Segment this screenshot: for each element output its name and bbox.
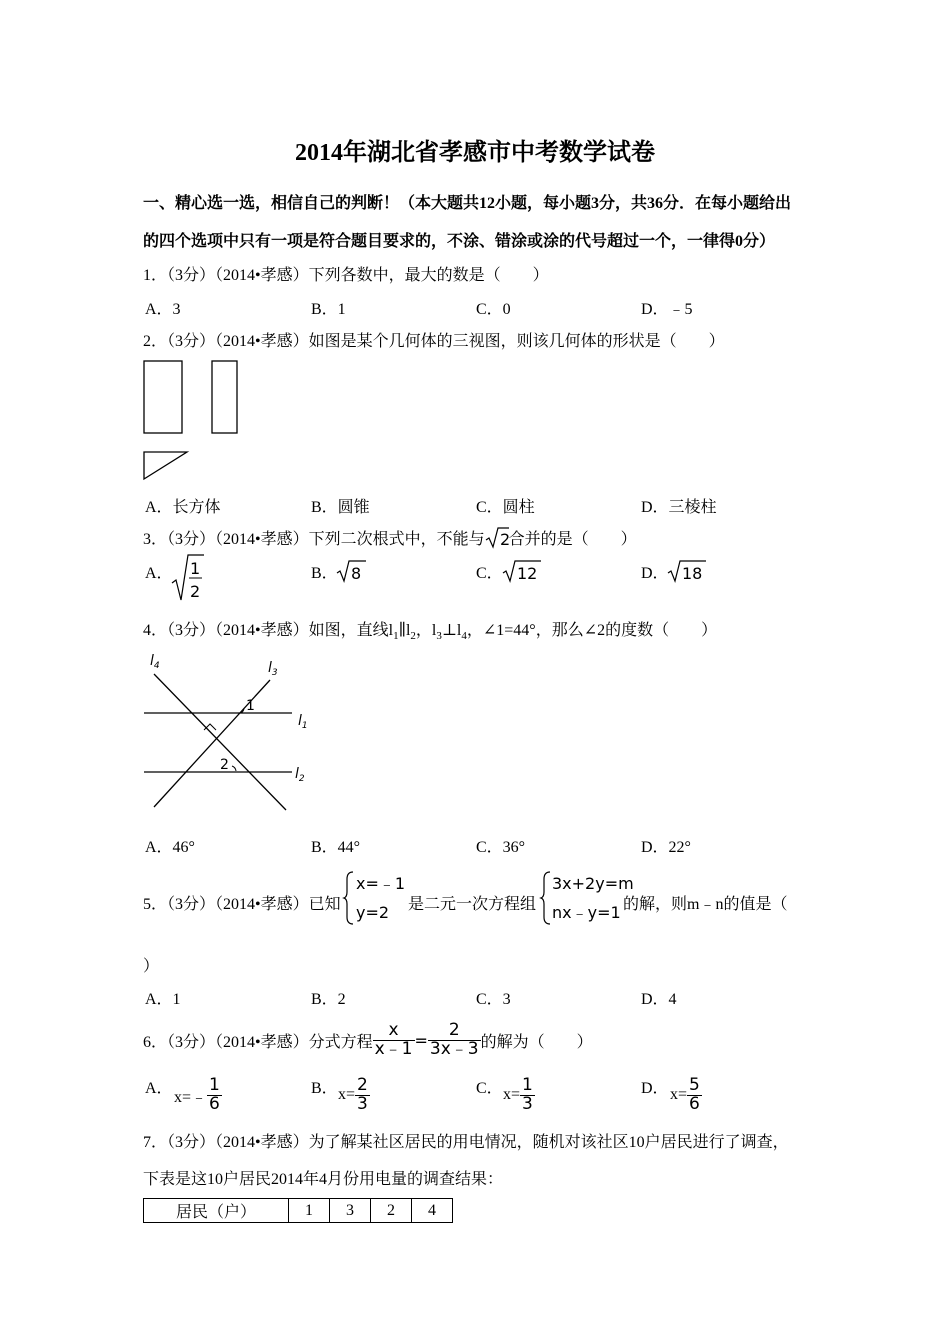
top-view-triangle xyxy=(144,452,187,479)
svg-text:y=2: y=2 xyxy=(356,903,390,922)
q6-option-a: x=﹣ $\frac{1}{6}$ xyxy=(174,1074,220,1114)
table-cell: 2 xyxy=(371,1199,412,1223)
q4-option-c: C．36° xyxy=(476,839,526,856)
svg-text:2: 2 xyxy=(190,582,201,601)
q6-option-d: x= $\frac{5}{6}$ xyxy=(670,1074,700,1114)
q2-option-a: A．长方体 xyxy=(145,499,221,516)
q2-option-c: C．圆柱 xyxy=(476,499,535,516)
side-view-rect xyxy=(212,361,237,433)
q1-option-c: C．0 xyxy=(476,301,511,318)
q3-label-b: B． xyxy=(311,565,338,582)
section-header-line1: 一、精心选一选，相信自己的判断！（本大题共12小题，每小题3分，共36分．在每小题给出 xyxy=(143,195,792,212)
q2-option-b: B．圆锥 xyxy=(311,499,370,516)
svg-text:x=﹣1: x=﹣1 xyxy=(356,874,406,893)
table-cell: 4 xyxy=(412,1199,453,1223)
q3-stem: 3．（3分）（2014•孝感）下列二次根式中，不能与 2 合并的是（ ） xyxy=(143,526,637,549)
q5-option-b: B．2 xyxy=(311,991,346,1008)
q3-label-d: D． xyxy=(641,565,669,582)
q5-option-d: D．4 xyxy=(641,991,677,1008)
q4-stem: 4．（3分）（2014•孝感）如图，直线$l_1\parallel l_2$，$l_3\perp l_4$，∠1=44°，那么∠2的度数（ ） xyxy=(143,622,718,643)
q5-stem-part2: 是二元一次方程组 xyxy=(408,896,537,913)
q3-radical-a xyxy=(170,553,206,603)
q2-stem: 2．（3分）（2014•孝感）如图是某个几何体的三视图，则该几何体的形状是（ ） xyxy=(143,333,725,350)
table-cell: 3 xyxy=(330,1199,371,1223)
parallel-lines-figure xyxy=(140,650,320,820)
label-angle2: 2 xyxy=(220,757,229,773)
section-header-line2: 的四个选项中只有一项是符合题目要求的，不涂、错涂或涂的代号超过一个，一律得0分） xyxy=(143,233,776,250)
q6-stem: 6．（3分）（2014•孝感）分式方程 $\frac{x}{x﹣1}$ = $\frac{2}{3x﹣3}$ 的解为（ ） xyxy=(143,1019,593,1059)
q6-label-d: D． xyxy=(641,1080,669,1097)
q4-option-a: A．46° xyxy=(145,839,195,856)
svg-text:18: 18 xyxy=(682,564,703,583)
label-angle1: 1 xyxy=(246,698,255,714)
q3-label-c: C． xyxy=(476,565,503,582)
svg-text:2: 2 xyxy=(499,530,510,549)
q3-radical-b xyxy=(336,559,368,583)
label-l3: $l_3$ xyxy=(268,660,278,678)
table-cell: 居民（户） xyxy=(144,1199,289,1223)
q1-stem: 1．（3分）（2014•孝感）下列各数中，最大的数是（ ） xyxy=(143,267,549,284)
q5-system2 xyxy=(541,869,634,927)
q5-option-c: C．3 xyxy=(476,991,511,1008)
q6-option-b: x= $\frac{2}{3}$ xyxy=(338,1074,368,1114)
q3-radical-d xyxy=(667,559,707,583)
q5-stem-part1: 5．（3分）（2014•孝感）已知 xyxy=(143,896,341,913)
angle2-arc xyxy=(232,766,236,771)
q5-stem-part3: 的解，则m﹣n的值是（ xyxy=(623,896,788,913)
q6-fraction-1: $\frac{x}{x﹣1}$ xyxy=(374,1019,413,1059)
three-view-figure xyxy=(140,356,250,486)
q5-stem-part4: ） xyxy=(143,958,160,975)
q3-radical-c xyxy=(502,559,542,583)
svg-text:8: 8 xyxy=(351,564,362,583)
q7-stem-line1: 7．（3分）（2014•孝感）为了解某社区居民的用电情况，随机对该社区10户居民进行了调查， xyxy=(143,1134,789,1151)
q6-fraction-2: $\frac{2}{3x﹣3}$ xyxy=(429,1019,479,1059)
q6-option-c: x= $\frac{1}{3}$ xyxy=(503,1074,533,1114)
sqrt2-radical xyxy=(485,527,509,549)
svg-text:12: 12 xyxy=(517,564,538,583)
q5-system1 xyxy=(344,869,408,927)
svg-text:nx﹣y=1: nx﹣y=1 xyxy=(552,903,621,922)
q3-label-a: A． xyxy=(145,565,173,582)
q6-label-a: A． xyxy=(145,1080,173,1097)
label-l4: $l_4$ xyxy=(150,653,160,671)
q5-option-a: A．1 xyxy=(145,991,181,1008)
q4-option-b: B．44° xyxy=(311,839,361,856)
page-title: 2014年湖北省孝感市中考数学试卷 xyxy=(295,140,655,166)
q7-table xyxy=(143,1198,453,1223)
svg-text:1: 1 xyxy=(190,559,201,578)
q2-option-d: D．三棱柱 xyxy=(641,499,717,516)
q1-option-d: D．﹣5 xyxy=(641,301,693,318)
label-l1: $l_1$ xyxy=(298,713,308,731)
front-view-rect xyxy=(144,361,182,433)
label-l2: $l_2$ xyxy=(295,766,305,784)
q4-option-d: D．22° xyxy=(641,839,691,856)
q7-stem-line2: 下表是这10户居民2014年4月份用电量的调查结果： xyxy=(143,1171,504,1188)
svg-text:3x+2y=m: 3x+2y=m xyxy=(552,874,634,893)
table-cell: 1 xyxy=(289,1199,330,1223)
table-row xyxy=(144,1199,453,1223)
line-l4 xyxy=(154,674,286,810)
q6-label-c: C． xyxy=(476,1080,503,1097)
q1-option-b: B．1 xyxy=(311,301,346,318)
q6-label-b: B． xyxy=(311,1080,338,1097)
q1-option-a: A．3 xyxy=(145,301,181,318)
